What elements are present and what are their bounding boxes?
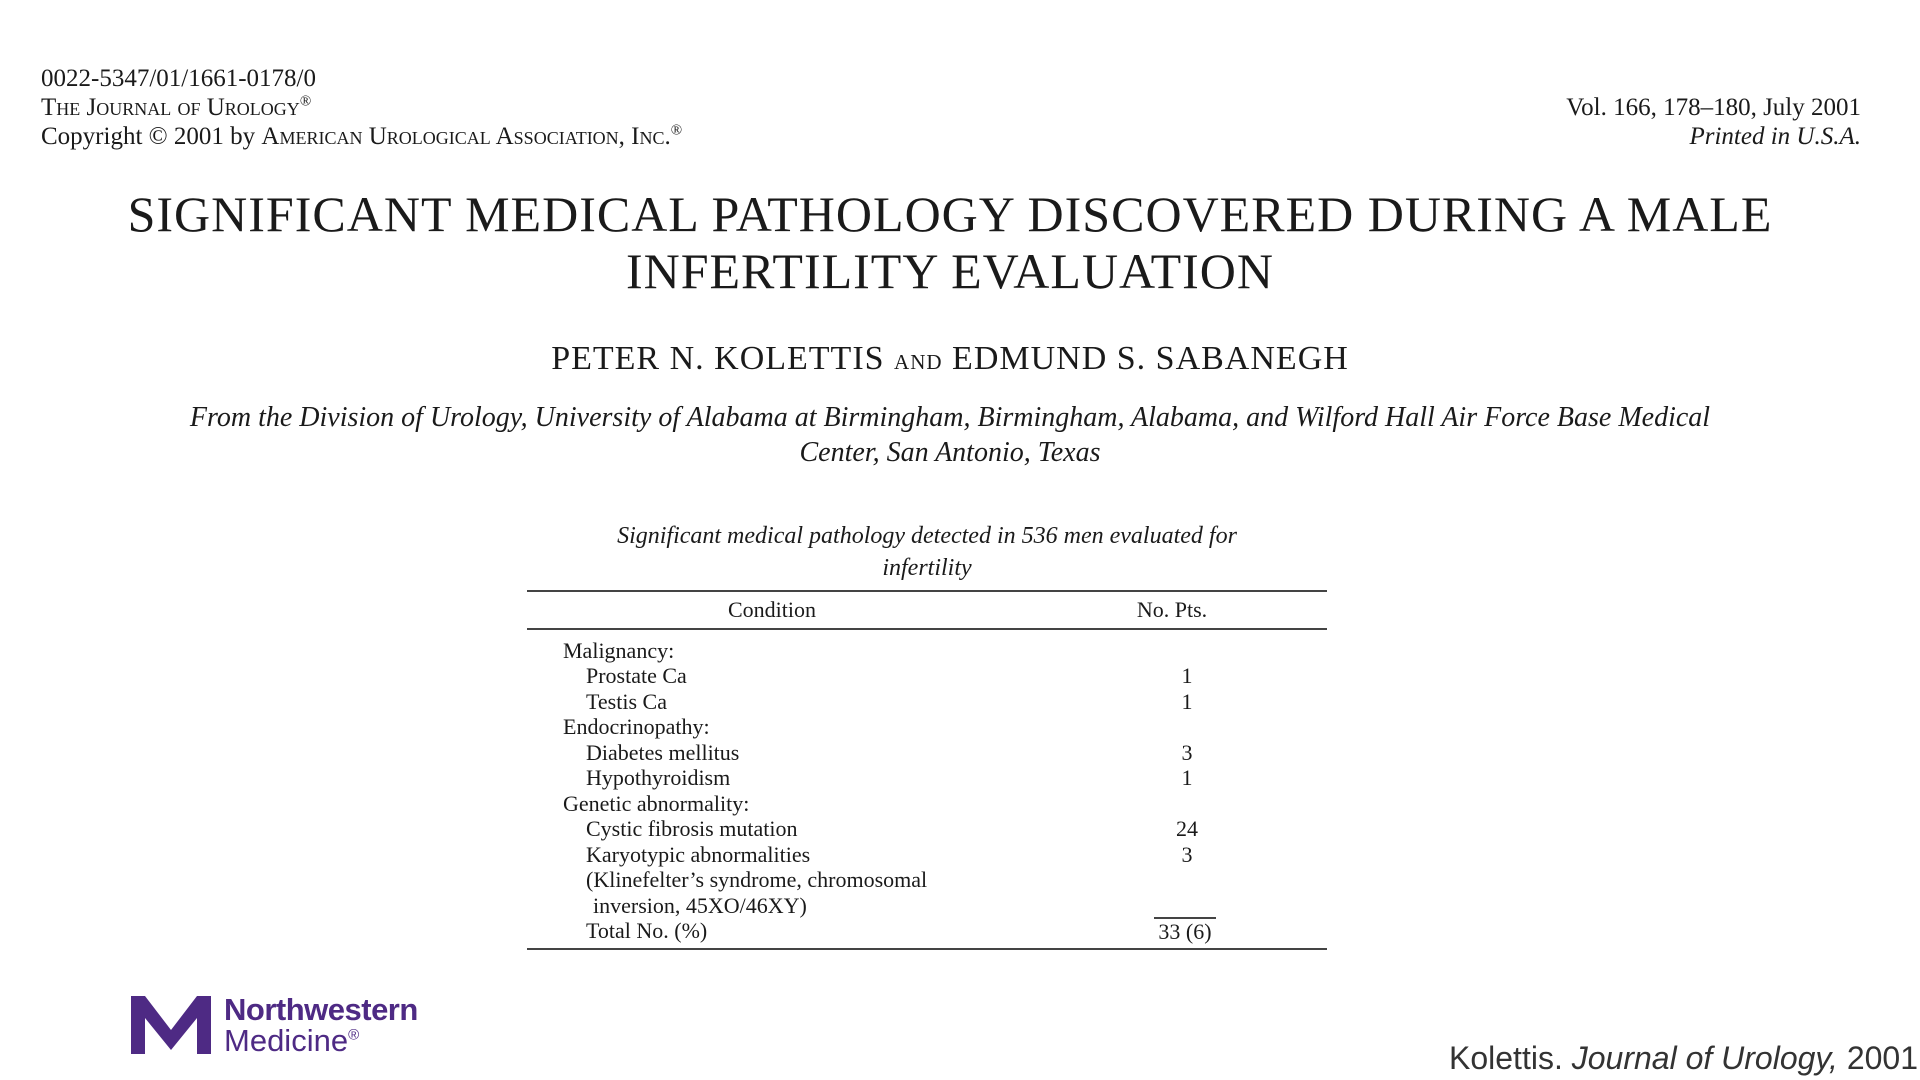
row-condition: Hypothyroidism xyxy=(586,765,731,791)
row-count: 3 xyxy=(1181,739,1193,765)
publisher-reg-mark: ® xyxy=(670,122,683,139)
row-condition: Testis Ca xyxy=(586,688,667,714)
northwestern-m-logo-icon xyxy=(131,996,211,1054)
publisher-name: American Urological Association, Inc. xyxy=(261,123,671,150)
logo-line-2 xyxy=(224,1023,418,1058)
row-condition: Endocrinopathy: xyxy=(563,714,710,740)
row-condition: Karyotypic abnormalities xyxy=(586,841,811,867)
row-count-total: 33 (6) xyxy=(1154,917,1216,945)
row-condition: (Klinefelter’s syndrome, chromosomal xyxy=(586,867,928,893)
copyright-prefix: Copyright © 2001 by xyxy=(41,123,256,150)
author-2: EDMUND S. SABANEGH xyxy=(952,340,1349,377)
table-row xyxy=(527,664,1327,690)
table-row xyxy=(527,842,1327,868)
table-row xyxy=(527,791,1327,817)
author-1: PETER N. KOLETTIS xyxy=(551,340,885,377)
article-code: 0022-5347/01/1661-0178/0 xyxy=(41,65,316,92)
row-condition: Malignancy: xyxy=(563,637,675,663)
table-row xyxy=(527,893,1327,919)
authors-and: and xyxy=(894,343,943,376)
table-row xyxy=(527,715,1327,741)
table-row-total xyxy=(527,919,1327,945)
citation-author: Kolettis. xyxy=(1449,1040,1563,1076)
row-condition: inversion, 45XO/46XY) xyxy=(593,892,807,918)
table-caption xyxy=(527,520,1327,584)
table-row xyxy=(527,740,1327,766)
title-line-1: SIGNIFICANT MEDICAL PATHOLOGY DISCOVERED DURING A MALE xyxy=(127,186,1773,242)
pathology-table xyxy=(527,590,1327,950)
row-condition: Total No. (%) xyxy=(586,918,708,944)
row-count: 24 xyxy=(1176,816,1198,842)
table-row xyxy=(527,689,1327,715)
table-row xyxy=(527,868,1327,894)
column-header-condition: Condition xyxy=(727,597,816,622)
table-bottom-rule xyxy=(527,948,1327,950)
table-row xyxy=(527,766,1327,792)
journal-title: The Journal of Urology xyxy=(41,94,300,121)
northwestern-medicine-wordmark xyxy=(224,994,418,1056)
citation xyxy=(1449,1040,1918,1077)
row-condition: Genetic abnormality: xyxy=(563,790,750,816)
logo-reg-mark: ® xyxy=(348,1026,360,1044)
volume-info: Vol. 166, 178–180, July 2001 xyxy=(1566,94,1861,121)
journal-reg-mark: ® xyxy=(299,93,312,110)
table-body xyxy=(527,630,1327,948)
title-line-2: INFERTILITY EVALUATION xyxy=(625,243,1275,299)
table-header xyxy=(527,592,1327,628)
affiliation xyxy=(40,400,1860,470)
citation-year: 2001 xyxy=(1846,1040,1918,1076)
logo-line-1: Northwestern xyxy=(224,992,418,1027)
article-title xyxy=(0,186,1900,300)
row-condition: Cystic fibrosis mutation xyxy=(586,816,798,842)
journal-name xyxy=(41,93,682,122)
table-caption-line-2: infertility xyxy=(882,555,972,581)
journal-header-left xyxy=(41,64,682,151)
affiliation-line-2: Center, San Antonio, Texas xyxy=(799,437,1101,468)
row-count: 1 xyxy=(1181,663,1193,689)
table-row xyxy=(527,638,1327,664)
column-header-pts: No. Pts. xyxy=(1136,597,1208,622)
table-row xyxy=(527,817,1327,843)
logo-line-2-text: Medicine xyxy=(224,1023,349,1058)
journal-header-right xyxy=(1566,93,1861,151)
table-caption-line-1: Significant medical pathology detected in 536 men evaluated for xyxy=(617,523,1237,549)
authors xyxy=(0,340,1900,378)
row-count: 3 xyxy=(1181,841,1193,867)
copyright-line xyxy=(41,122,682,151)
row-condition: Diabetes mellitus xyxy=(586,739,740,765)
affiliation-line-1: From the Division of Urology, University of Alabama at Birmingham, Birmingham, Alabama, and Wilford Hall Air Force Base Medical xyxy=(189,402,1711,433)
citation-journal: Journal of Urology, xyxy=(1571,1040,1838,1076)
row-count: 1 xyxy=(1181,688,1193,714)
row-condition: Prostate Ca xyxy=(586,663,687,689)
printed-in: Printed in U.S.A. xyxy=(1689,123,1861,150)
row-count: 1 xyxy=(1181,765,1193,791)
